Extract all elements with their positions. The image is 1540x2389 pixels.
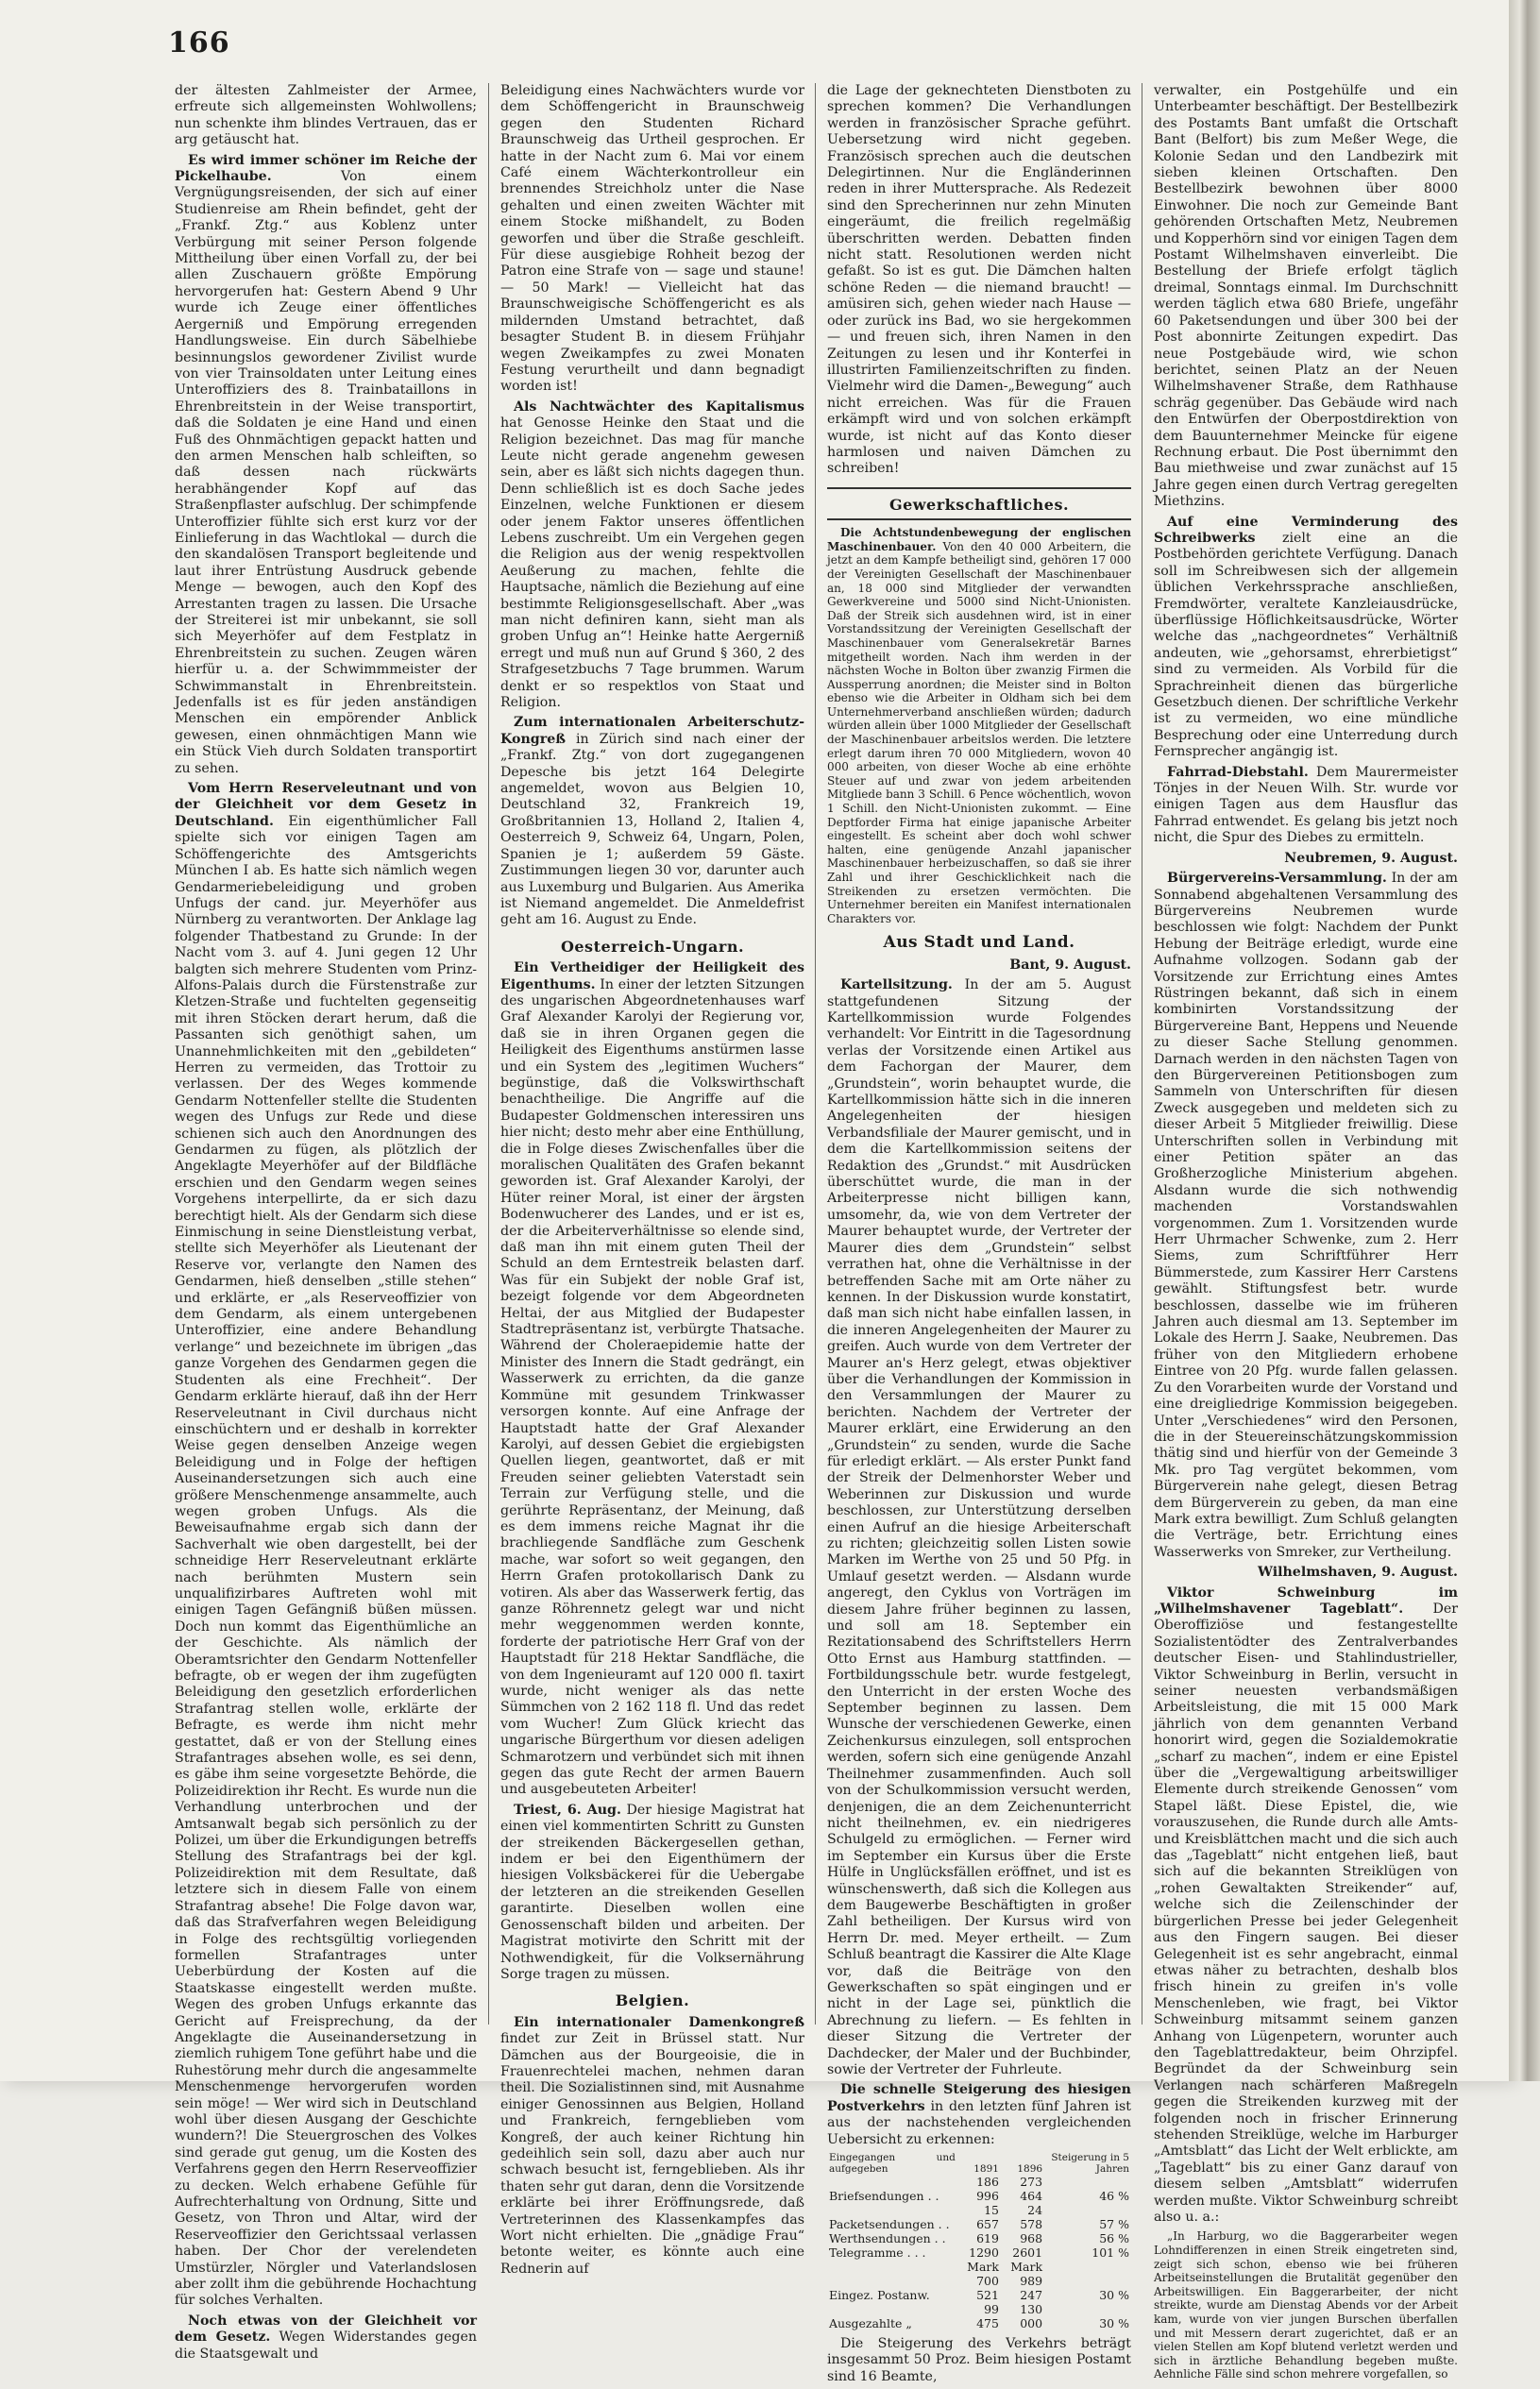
article-headline: Triest, 6. Aug. — [514, 1802, 621, 1818]
stats-row-label: Briefsendungen . . — [829, 2189, 939, 2204]
stats-row-label: Ausgezahlte „ — [829, 2316, 912, 2331]
stats-row — [827, 2245, 1131, 2260]
article-headline: Die schnelle Steigerung des hiesigen Postverkehrs — [827, 2082, 1131, 2114]
section-heading: Oesterreich-Ungarn. — [560, 937, 745, 956]
stats-growth-value: 56 — [1099, 2231, 1115, 2246]
article-paragraph — [1154, 765, 1458, 847]
stats-growth-value: 46 — [1099, 2189, 1115, 2204]
article-paragraph — [175, 781, 477, 2310]
stats-value: 186 996 — [976, 2175, 999, 2204]
article-text: In einer der letzten Sitzungen des ungarischen Abgeordnetenhauses warf Graf Alexander Karolyi der Regierung vor, daß sie in ihren Organen gegen die Heiligkeit des Eigenthums anstürmen lasse und ein System des „legitimen Wuchers“ begünstige, daß die Volkswirthschaft benachtheilige. Die Angriffe auf die Budapester Goldmenschen interessiren uns hier nicht; desto mehr aber eine Enthüllung, die in Folge dieses Zwischenfalles über die moralischen Qualitäten des Grafen bekannt geworden ist. Graf Alexander Karolyi, der Hüter reiner Moral, ist einer der ärgsten Bodenwucherer des Landes, und er ist es, der die Arbeiterverhältnisse so elende sind, daß man ihn mit einem guten Theil der Schuld an dem Erntestreik belasten darf. Was für ein Subjekt der noble Graf ist, bezeigt folgende vor dem Abgeordneten Heltai, der aus Mitglied der Budapester Stadtrepräsentanz ist, verbürgte Thatsache. Während der Choleraepidemie hatte der Minister des Innern die Stadt gedrängt, ein Wasserwerk zu errichten, da die ganze Kommüne mit gesundem Trinkwasser versorgen konnte. Auf eine Anfrage der Hauptstadt hatte der Graf Alexander Karolyi, auf dessen Gebiet die ergiebigsten Quellen liegen, geantwortet, daß er mit Freuden seiner geliebten Vaterstadt sein Terrain zur Verfügung stelle, und die gerührte Repräsentanz, der Meinung, daß es dem immens reiche Magnat ihr die brachliegende Sandfläche zum Geschenk mache, war sofort so weit gegangen, den Herrn Grafen protokollarisch Dank zu votiren. Als aber das Wasserwerk fertig, das ganze Röhrennetz gelegt war und nicht mehr weggenommen werden konnte, forderte der patriotische Herr Graf von der Hauptstadt für 218 Hektar Sandfläche, die von dem Ingenieuramt auf 120 000 fl. taxirt wurde, nicht weniger als das nette Sümmchen von 2 162 118 fl. Und das redet vom Wucher! Zum Glück kriecht das ungarische Bürgerthum vor diesen adeligen Schmarotzern und verbündet sich mit ihnen gegen das gute Recht der armen Bauern und ausgebeuteten Arbeiter! — [500, 976, 804, 1798]
article-paragraph — [827, 977, 1131, 2078]
article-text: verwalter, ein Postgehülfe und ein Unterbeamter beschäftigt. Der Bestellbezirk des Postamts Bant umfaßt die Ortschaft Bant (Belfort) bis zum Meßer Wege, die Kolonie Sedan und den Landbezirk mit sieben kleinen Ortschaften. Den Bestellbezirk bewohnen über 8000 Einwohner. Die noch zur Gemeinde Bant gehörenden Ortschaften Metz, Neubremen und Kopperhörn sind vor einigen Tagen dem Postamt Wilhelmshaven einverleibt. Die Bestellung der Briefe erfolgt täglich dreimal, Sonntags einmal. Im Durchschnitt werden täglich etwa 680 Briefe, ungefähr 60 Paketsendungen und über 300 bei der Post abonnirte Zeitungen expedirt. Das neue Postgebäude wird, wie schon berichtet, seinen Platz an der Neuen Wilhelmshavener Straße, dem Rathhause schräg gegenüber. Das Gebäude wird nach den Entwürfen der Oberpostdirektion von dem Bauunternehmer Meincke für eigene Rechnung erbaut. Die Post übernimmt den Bau miethweise und zwar zunächst auf 15 Jahre gegen einen durch Vertrag geregelten Miethzins. — [1154, 83, 1458, 510]
article-paragraph — [1154, 2229, 1458, 2381]
stats-value: 15 657 — [976, 2203, 999, 2232]
dateline: Neubremen, 9. August. — [1284, 850, 1458, 866]
article-headline: Zum internationalen Arbeiterschutz-Kongreß — [500, 715, 804, 747]
article-text: Von den 40 000 Arbeitern, die jetzt an dem Kampfe betheiligt sind, gehören 17 000 der Vereinigten Gesellschaft der Maschinenbauer an, 18 000 sind Mitglieder der verwandten Gewerkvereine und 5000 sind Nicht-Unionisten. Daß der Streik sich ausdehnen wird, ist in einer Vorstandssitzung der Vereinigten Gesellschaft der Maschinenbauer vom Generalsekretär Barnes mitgetheilt worden. Nach ihm werden in der nächsten Woche in Bolton über zwanzig Firmen die Aussperrung anordnen; die Meister sind in Bolton ebenso wie die Arbeiter in Oldham sich bei dem Unternehmerverband anschließen würden; dadurch würden allein über 1000 Mitglieder der Gesellschaft der Maschinenbauer arbeitslos werden. Die letztere erlegt darum ihren 70 000 Mitgliedern, wovon 40 000 arbeiten, von dieser Woche ab eine erhöhte Steuer auf und zwar von jedem arbeitenden Mitgliede bann 3 Schill. 6 Pence wöchentlich, wovon 1 Schill. den Nicht-Unionisten zukommt. — Eine Deptforder Firma hat einige japanische Arbeiter eingestellt. Es scheint aber doch wohl schwer halten, eine genügende Anzahl japanischer Maschinenbauer herbeizuschaffen, so daß sie ihrer Zahl und ihrer Geschicklichkeit nach die Streikenden zu ersetzen vermöchten. Die Unternehmer bereiten ein Manifest internationalen Charakters vor. — [827, 539, 1131, 925]
article-text: findet zur Zeit in Brüssel statt. Nur Dämchen aus der Bourgeoisie, die in Frauenrechtelei machen, nehmen daran theil. Die Sozialistinnen sind, mit Ausnahme einiger Genossinnen aus Belgien, Holland und Frankreich, ferngeblieben vom Kongreß, der auch keiner Richtung hin gedeihlich sein soll, dazu aber auch nur schwach besucht ist, ferngeblieben. Als ihr thaten sehr gut daran, denn die Vorsitzende erklärte bei ihrer Eröffnungsrede, daß Vertreterinnen des Klassenkampfes das Wort nicht erhielten. Die „gnädige Frau“ betonte weiter, es könnte auch eine Rednerin auf — [500, 2031, 804, 2277]
article-headline: Als Nachtwächter des Kapitalismus — [514, 398, 804, 415]
stats-row — [827, 2274, 1131, 2302]
article-text: Beleidigung eines Nachwächters wurde vor dem Schöffengericht in Braunschweig gegen den Studenten Richard Braunschweig das Urtheil gesprochen. Er hatte in der Nacht zum 6. Mai vor einem Café einem Wächterkontrolleur ein brennendes Streichholz unter die Nase gehalten und einen zweiten Wächter mit einem Stocke mißhandelt, zu Boden geworfen und über die Straße geschleift. Für diese ausgiebige Rohheit bezog der Patron eine Strafe von — sage und staune! — 50 Mark! — Vielleicht hat das Braunschweigische Schöffengericht es als mildernden Umstand betrachtet, daß besagter Student B. in diesem Frühjahr wegen Zweikampfes zu zwei Monaten Festung verurtheilt und dann begnadigt worden ist! — [500, 83, 804, 395]
article-headline: Ein Vertheidiger der Heiligkeit des Eigenthums. — [500, 960, 804, 992]
article-text: die Lage der geknechteten Dienstboten zu sprechen kommen? Die Verhandlungen werden in französischer Sprache geführt. Uebersetzung wird nicht gegeben. Französisch sprechen auch die deutschen Delegirtinnen. Nur die Engländerinnen reden in ihrer Muttersprache. Als Redezeit sind den Sprecherinnen nur zehn Minuten eingeräumt, die freilich regelmäßig überschritten werden. Debatten finden nicht statt. Resolutionen werden nicht gefaßt. So ist es gut. Die Dämchen halten schöne Reden — die niemand braucht! — amüsiren sich, gehen wieder nach Hause — oder zurück ins Bad, wo sie hergekommen — und freuen sich, ihren Namen in den Zeitungen zu lesen und ihr Konterfei in illustrirten Familienzeitschriften zu finden. Vielmehr wird die Damen-„Bewegung“ auch nicht erreichen. Was für die Frauen erkämpft wird und von solchen erkämpft wurde, ist nicht auf das Konto dieser harmlosen und naiven Dämchen zu schreiben! — [827, 83, 1131, 477]
section-heading: Gewerkschaftliches. — [827, 487, 1131, 520]
percent-sign: % — [1118, 2217, 1129, 2232]
article-paragraph — [500, 715, 804, 928]
text-column-1 — [175, 83, 477, 2366]
article-headline: Noch etwas von der Gleichheit vor dem Gesetz. — [175, 2313, 477, 2346]
stats-value: 130 000 — [1020, 2302, 1043, 2331]
stats-value: 24 578 — [1020, 2203, 1043, 2232]
stats-row — [827, 2203, 1131, 2231]
stats-growth-value: 30 — [1099, 2288, 1115, 2303]
article-paragraph — [500, 2015, 804, 2279]
stats-value: 700 521 — [976, 2274, 999, 2303]
stats-row — [827, 2175, 1131, 2203]
article-headline: Ein internationaler Damenkongreß — [514, 2014, 804, 2030]
text-column-4 — [1154, 83, 1458, 2385]
column-rule — [815, 83, 816, 2025]
article-headline: Auf eine Verminderung des Schreibwerks — [1154, 514, 1458, 546]
percent-sign: % — [1118, 2189, 1129, 2204]
stats-spacer — [1044, 2260, 1131, 2274]
article-headline: Viktor Schweinburg im „Wilhelmshavener Tageblatt“. — [1154, 1584, 1458, 1617]
stats-growth-cell — [1044, 2245, 1131, 2260]
stats-growth-value: 101 — [1092, 2245, 1115, 2261]
article-paragraph — [827, 2336, 1131, 2385]
binding-edge — [1509, 0, 1540, 2081]
stats-value: 619 — [976, 2231, 999, 2246]
stats-row-label: Werthsendungen . . — [829, 2231, 946, 2246]
dateline: Bant, 9. August. — [1009, 957, 1131, 973]
percent-sign: % — [1118, 2245, 1129, 2261]
stats-row-label: Packetsendungen . . — [829, 2217, 950, 2232]
stats-header-year: 1896 — [1017, 2163, 1043, 2176]
stats-header-year: 1891 — [973, 2163, 999, 2176]
article-paragraph — [1154, 515, 1458, 761]
percent-sign: % — [1118, 2231, 1129, 2246]
article-paragraph — [500, 399, 804, 712]
stats-value: 968 — [1020, 2231, 1043, 2246]
article-text: Von einem Vergnügungsreisenden, der sich auf einer Studienreise am Rhein befindet, geht der „Frankf. Ztg.“ aus Koblenz unter Verbürgung mit seiner Person folgende Mittheilung über einen Vorfall zu, der bei allen Zuschauern größte Empörung hervorgerufen hat: Gestern Abend 9 Uhr wurde ich Zeuge einer öffentliches Aergerniß und Empörung erregenden Handlungsweise. Ein durch Säbelhiebe besinnungslos gewordener Zivilist wurde von vier Trainsoldaten unter Leitung eines Unteroffiziers des 8. Trainbataillons in Ehrenbreitstein in der Weise transportirt, daß die Soldaten je eine Hand und einen Fuß des Ohnmächtigen gepackt hatten und den armen Menschen halb schleiften, so daß dessen nach rückwärts herabhängender Kopf auf das Straßenpflaster aufschlug. Der schimpfende Unteroffizier fühlte sich erst kurz vor der Einlieferung in das Wachtlokal — durch die den skandalösen Transport begleitende und laut ihrer Entrüstung Ausdruck gebende Menge — bewogen, auch den Kopf des Arrestanten tragen zu lassen. Die Ursache der Streiterei ist mir unbekannt, sie soll sich Meyerhöfer auf dem Festplatz in Ehrenbreitstein zu suchen. Zeugen wären hierfür u. a. der Schwimmmeister der Schwimmanstalt in Ehrenbreitstein. Jedenfalls ist es für jeden anständigen Menschen ein empörender Anblick gewesen, einen ohnmächtigen Mann wie ein Stück Vieh durch Soldaten transportirt zu sehen. — [175, 169, 477, 776]
article-headline: Bürgervereins-Versammlung. — [1167, 871, 1387, 887]
article-headline: Vom Herrn Reserveleutnant und von der Gleichheit vor dem Gesetz in Deutschland. — [175, 781, 477, 829]
article-paragraph — [175, 153, 477, 777]
stats-growth-cell — [1044, 2231, 1131, 2245]
article-text: In der am 5. August stattgefundenen Sitzung der Kartellkommission wurde Folgendes verhandelt: Vor Eintritt in die Tagesordnung verlas der Vorsitzende einen Artikel aus dem Fachorgan der Maurer, dem „Grundstein“, worin behauptet wurde, die Kartellkommission hätte sich in die inneren Angelegenheiten der hiesigen Verbandsfiliale der Maurer gemischt, und in dem die Kartellkommission seitens der Redaktion des „Grundst.“ mit Ausdrücken überschüttet wurde, die man in der Arbeiterpresse nicht billigen kann, umsomehr, da, wie von dem Vertreter der Maurer behauptet wurde, der Vertreter der Maurer dies dem „Grundstein“ selbst verrathen hat, ohne die Verhältnisse in der betreffenden Sache mit am Orte näher zu kennen. In der Diskussion wurde konstatirt, daß man sich nicht habe einfallen lassen, in die inneren Angelegenheiten der Maurer zu greifen. Auch wurde von dem Vertreter der Maurer an's Herz gelegt, etwas objektiver über die Verhandlungen der Kommission in den Versammlungen der Maurer zu berichten. Nachdem der Vertreter der Maurer erklärt, eine Erwiderung an den „Grundstein“ zu senden, wurde die Sache für erledigt erklärt. — Als erster Punkt fand der Streik der Delmenhorster Weber und Weberinnen zur Diskussion und wurde beschlossen, zur Unterstützung derselben einen Aufruf an die hiesige Arbeiterschaft zu richten; gleichzeitig sollen Listen sowie Marken im Werthe von 25 und 50 Pfg. in Umlauf gesetzt werden. — Alsdann wurde angeregt, den Cyklus von Vorträgen im diesem Jahre früher beginnen zu lassen, und soll am 18. September ein Rezitationsabend des Schriftstellers Herrn Otto Ernst aus Hamburg stattfinden. — Fortbildungsschule betr. wurde festgelegt, den Unterricht in der ersten Woche des September beginnen zu lassen. Dem Wunsche der verschiedenen Gewerke, einen Zeichenkursus einzulegen, soll entsprochen werden, sofern sich eine genügende Anzahl Theilnehmer zusammenfinden. Auch soll von der Schulkommission versucht werden, denjenigen, die an dem Zeichenunterricht nicht theilnehmen, ev. ein niedrigeres Schulgeld zu ermöglichen. — Ferner wird im September ein Kursus über die Erste Hülfe in Unglücksfällen eröffnet, und ist es wünschenswerth, daß sich die Kollegen aus dem Baugewerbe Beschäftigten in großer Zahl betheiligen. Der Kursus wird von Herrn Dr. med. Meyer ertheilt. — Zum Schluß beantragt die Kassirer die Alte Klage vor, daß die Beiträge von den Gewerkschaften so spät eingingen und er nicht in der Lage sei, pünktlich die Abrechnung zu liefern. — Es fehlten in dieser Sitzung die Vertreter der Dachdecker, der Maler und der Buchbinder, sowie der Vertreter der Fuhrleute. — [827, 977, 1131, 2077]
article-text: Der hiesige Magistrat hat einen viel kommentirten Schritt zu Gunsten der streikenden Bäckergesellen gethan, indem er bei den Eigenthümern der hiesigen Volksbäckerei für die Uebergabe der letzteren an die streikenden Gesellen garantirte. Dieselben wollen eine Genossenschaft bilden und arbeiten. Der Magistrat motivirte den Schritt mit der Nothwendigkeit, für die Volksernährung Sorge tragen zu müssen. — [500, 1802, 804, 1982]
article-paragraph — [1154, 1585, 1458, 2227]
article-text: „In Harburg, wo die Baggerarbeiter wegen Lohndifferenzen in einen Streik eingetreten sind, zeigt sich schon, ebenso wie bei früheren Arbeitseinstellungen die Brutalität gegenüber den Arbeitswilligen. Ein Baggerarbeiter, der nicht streikte, wurde am Dienstag Abends vor der Arbeit kam, wurde von vier jungen Burschen überfallen und mit Messern derart zugerichtet, daß er an vielen Stellen am Kopf blutend verletzt werden und sich in ärztliche Behandlung begeben mußte. Aehnliche Fälle sind schon mehrere vorgefallen, so — [1154, 2229, 1458, 2381]
stats-growth-value: 30 — [1099, 2316, 1115, 2331]
article-paragraph — [827, 526, 1131, 925]
article-text: Wegen Widerstandes gegen die Staatsgewalt und — [175, 2330, 477, 2362]
percent-sign: % — [1118, 2316, 1129, 2331]
post-statistics-table — [827, 2152, 1131, 2330]
stats-growth-value: 57 — [1099, 2217, 1115, 2232]
article-paragraph — [1154, 83, 1458, 511]
article-paragraph — [175, 2313, 477, 2363]
stats-row — [827, 2231, 1131, 2245]
stats-value: 273 464 — [1020, 2175, 1043, 2204]
stats-header-label: Eingegangen und aufgegeben — [829, 2152, 956, 2176]
stats-unit-label: Mark — [1010, 2260, 1043, 2275]
column-rule — [488, 83, 489, 2025]
article-text: zielt eine an die Postbehörden gerichtete Verfügung. Danach soll im Schreibwesen sich der allgemein üblichen Verkehrssprache anschließen, Fremdwörter, veraltete Kanzleiausdrücke, überflüssige Höflichkeitsausdrücke, Wörter welche das „nachgeordnetes“ Verhältniß andeuten, wie „gehorsamst, ehrerbietigst“ sind zu vermeiden. Als Vorbild für die Sprachreinheit dienen das bürgerliche Gesetzbuch dienen. Der schriftliche Verkehr ist zu vermeiden, wo eine mündliche Besprechung oder eine Unterredung durch Fernsprecher angängig ist. — [1154, 530, 1458, 760]
article-headline: Es wird immer schöner im Reiche der Pickelhaube. — [175, 152, 477, 185]
article-text: In der am Sonnabend abgehaltenen Versammlung des Bürgervereins Neubremen wurde beschlossen wie folgt: Nachdem der Punkt Hebung der Beiträge erledigt, wurde eine Aufnahme vollzogen. Sodann gab der Vorsitzende zur Errichtung eines Amtes Rüstringen bekannt, daß sich in einem kombinirten Vorstandssitzung der Bürgervereine Bant, Heppens und Neuende zu dieser Sache Stellung genommen. Darnach werden in den nächsten Tagen von den Bürgervereinen Petitionsbogen zum Sammeln von Unterschriften für diesen Zweck ausgegeben und meldeten sich zu dieser Arbeit 5 Mitglieder freiwillig. Diese Unterschriften sollen in Verbindung mit einer Petition später an das Großherzogliche Ministerium abgehen. Alsdann wurde die sich nothwendig machenden Vorstandswahlen vorgenommen. Zum 1. Vorsitzenden wurde Herr Uhrmacher Schwenke, zum 2. Herr Siems, zum Schriftführer Herr Bümmerstede, zum Kassirer Herr Carstens gewählt. Stiftungsfest betr. wurde beschlossen, dasselbe wie im früheren Jahren auch diesmal am 13. September im Lokale des Herrn J. Saake, Neubremen. Das früher von den Mitgliedern erhobene Eintree von 20 Pfg. wurde fallen gelassen. Zu den Vorarbeiten wurde der Vorstand und eine dreigliedrige Kommission beigegeben. Unter „Verschiedenes“ wird den Personen, die in der Steuereinschätzungskommission thätig sind und hierfür von der Gemeinde 3 Mk. pro Tag vergütet bekommen, vom Bürgerverein nahe gelegt, diesen Betrag dem Bürgerverein zu geben, da man eine Mark extra bewilligt. Zum Schluß gelangten die Verträge, betr. Errichtung eines Wasserwerks von Smreker, zur Vertheilung. — [1154, 871, 1458, 1560]
text-column-3 — [827, 83, 1131, 2389]
stats-header-growth: Steigerung in 5 Jahren — [1051, 2152, 1129, 2176]
article-text: Ein eigenthümlicher Fall spielte sich vor einigen Tagen am Schöffengerichte des Amtsgerichts München I ab. Es hatte sich nämlich wegen Gendarmeriebeleidigung und groben Unfugs der cand. jur. Meyerhöfer aus Nürnberg zu verantworten. Der Anklage lag folgender Thatbestand zu Grunde: In der Nacht vom 3. auf 4. Juni gegen 12 Uhr balgten sich mehrere Studenten vom Prinz-Alfons-Palais durch die Fürstenstraße zur Kletzen-Straße und fuchtelten gegenseitig mit ihren Stöcken derart herum, daß die Passanten sich genöthigt sahen, um Unannehmlichkeiten mit den „gebildeten“ Herren zu vermeiden, das Trottoir zu verlassen. Der des Weges kommende Gendarm Nottenfeller stellte die Studenten wegen des Unfugs zur Rede und diese schienen sich auch den Anordnungen des Gendarmen zu fügen, als plötzlich der Angeklagte Meyerhöfer auf der Bildfläche erschien und den Gendarm wegen seines Vorgehens interpellirte, da er sich dazu berechtigt hielt. Als der Gendarm sich diese Einmischung in seine Dienstleistung verbat, stellte sich Meyerhöfer als Lieutenant der Reserve vor, verlangte den Namen des Gendarmen, hieß denselben „stille stehen“ und erklärte, er „als Reserveoffizier von dem Gendarm, als einem untergebenen Unteroffizier, eine andere Behandlung verlange“ und bezeichnete im übrigen „das ganze Vorgehen des Gendarmen gegen die Studenten als eine Frechheit“. Der Gendarm erklärte hierauf, daß ihn der Herr Reserveleutnant in Civil durchaus nicht einschüchtern und er deshalb in korrekter Weise gegen denselben Anzeige wegen Beleidigung und in Folge der heftigen Auseinandersetzungen sich auch eine größere Menschenmenge ansammelte, auch wegen groben Unfugs. Als die Beweisaufnahme ergab sich dann der Sachverhalt wie oben dargestellt, bei der schneidige Herr Reserveleutnant erklärte nach berühmten Mustern sein unqualifizirbares Auftreten wohl mit einigen Tagen Gefängniß büßen müssen. Doch nun kommt das Eigenthümliche an der Geschichte. Als nämlich der Oberamtsrichter den Gendarm Nottenfeller befragte, ob er wegen der ihm zugefügten Beleidigung den gesetzlich erforderlichen Strafantrag stellen wolle, erklärte der Befragte, es werde ihm nicht mehr gestattet, daß er von der Stellung eines Strafantrages absehen wolle, es sei denn, es gäbe ihm seine vorgesetzte Behörde, die Polizeidirektion ihr Recht. Es wurde nun die Verhandlung unterbrochen und der Amtsanwalt begab sich persönlich zu der Polizei, um über die Erkundigungen betreffs Stellung des Strafantrags bei der kgl. Polizeidirektion mit dem Resultate, daß letztere sich in diesem Falle von einem Strafantrag absehe! Die Folge davon war, daß das Strafverfahren wegen Beleidigung in Folge des rechtsgültig vorliegenden formellen Strafantrages unter Ueberbürdung der Kosten auf die Staatskasse eingestellt werden mußte. Wegen des groben Unfugs erkannte das Gericht auf Freisprechung, da der Angeklagte die Auseinandersetzung in ziemlich ruhigem Tone geführt habe und die Ruhestörung mehr durch die angesammelte Menschenmenge hervorgerufen worden sein möge! — Wer wird sich in Deutschland wohl über diesen Ausgang der Geschichte wundern?! Die Steuergroschen des Volkes sind gerade gut genug, um die Kosten des Verfahrens gegen den Herrn Reserveoffizier zu decken. Welch erhabene Gefühle für Aufrechterhaltung von Ordnung, Sitte und Gesetz, von Thron und Altar, wird der Reserveoffizier den Gerichtssaal verlassen haben. Der Chor der verelendeten Umstürzler, Nörgler und Vaterlandslosen aber zollt ihm die gebührende Hochachtung für solches Verhalten. — [175, 813, 477, 2309]
section-heading: Aus Stadt und Land. — [883, 933, 1075, 953]
stats-growth-cell — [1044, 2175, 1131, 2203]
text-column-2 — [500, 83, 804, 2281]
article-paragraph — [500, 1803, 804, 1983]
stats-unit-label: Mark — [967, 2260, 999, 2275]
article-text: der ältesten Zahlmeister der Armee, erfreute sich allgemeinsten Wohlwollens; nun schenkte ihm blindes Vertrauen, das er arg getäuscht hat. — [175, 83, 477, 148]
article-paragraph — [1154, 871, 1458, 1561]
article-paragraph — [175, 83, 477, 149]
section-heading: Belgien. — [615, 1991, 690, 2010]
percent-sign: % — [1118, 2288, 1129, 2303]
article-paragraph — [500, 83, 804, 396]
stats-growth-cell — [1044, 2302, 1131, 2330]
article-text: in den letzten fünf Jahren ist aus der nachstehenden vergleichenden Uebersicht zu erkennen: — [827, 2098, 1131, 2147]
article-text: hat Genosse Heinke den Staat und die Religion bezeichnet. Das mag für manche Leute nicht gerade angenehm gewesen sein, aber es läßt sich nichts dagegen thun. Denn schließlich ist es doch Sache jedes Einzelnen, welche Funktionen er diesem oder jenem Faktor unseres öffentlichen Lebens zuschreibt. Um ein Vergehen gegen die Religion aus der wenig respektvollen Aeußerung zu machen, fehlte die Hauptsache, nämlich die Beziehung auf eine bestimmte Religionsgesellschaft. Aber „was man nicht definiren kann, sieht man als groben Unfug an“! Heinke hatte Aergerniß erregt und muß nun auf Grund § 360, 2 des Strafgesetzbuchs 7 Tage brummen. Warum denkt er so respektlos von Staat und Religion. — [500, 415, 804, 711]
article-paragraph — [827, 83, 1131, 478]
stats-value: 1290 — [969, 2245, 999, 2261]
stats-value: 2601 — [1012, 2245, 1043, 2261]
article-text: Die Steigerung des Verkehrs beträgt insgesammt 50 Proz. Beim hiesigen Postamt sind 16 Beamte, — [827, 2336, 1131, 2384]
article-headline: Die Achtstundenbewegung der englischen Maschinenbauer. — [827, 526, 1131, 553]
article-headline: Fahrrad-Diebstahl. — [1167, 764, 1309, 780]
article-headline: Kartellsitzung. — [840, 977, 953, 993]
page-number: 166 — [168, 26, 230, 59]
stats-row — [827, 2302, 1131, 2330]
stats-growth-cell — [1044, 2203, 1131, 2231]
article-text: Dem Maurermeister Tönjes in der Neuen Wilh. Str. wurde vor einigen Tagen aus dem Hausflur das Fahrrad entwendet. Es gelang bis jetzt noch nicht, die Spur des Diebes zu ermitteln. — [1154, 764, 1458, 846]
article-paragraph — [500, 960, 804, 1799]
article-paragraph — [827, 2082, 1131, 2148]
stats-value: 989 247 — [1020, 2274, 1043, 2303]
stats-growth-cell — [1044, 2274, 1131, 2302]
article-text: in Zürich sind nach einer der „Frankf. Ztg.“ von dort zugegangenen Depesche bis jetzt 164 Delegirte angemeldet, wovon aus Belgien 10, Deutschland 32, Frankreich 19, Großbritannien 13, Holland 2, Italien 4, Oesterreich 9, Schweiz 64, Ungarn, Polen, Spanien je 1; außerdem 59 Gäste. Zustimmungen liegen 30 vor, darunter auch aus Luxemburg und Bulgarien. Aus Amerika ist Niemand angemeldet. Die Anmeldefrist geht am 16. August zu Ende. — [500, 731, 804, 928]
stats-row-label: Telegramme . . . — [829, 2245, 926, 2261]
dateline: Wilhelmshaven, 9. August. — [1258, 1565, 1458, 1581]
stats-row-label: Eingez. Postanw. — [829, 2288, 930, 2303]
article-text: Der Oberoffiziöse und festangestellte Sozialistentödter des Zentralverbandes deutscher Eisen- und Stahlindustrieller, Viktor Schweinburg in Berlin, versucht in seiner neuesten verbandsmäßigen Arbeitsleistung, die mit 15 000 Mark jährlich von dem genannten Verband honorirt wird, gegen die Sozialdemokratie „scharf zu machen“, indem er eine Epistel über die „Vergewaltigung arbeitswilliger Elemente durch streikende Genossen“ vom Stapel läßt. Diese Epistel, die, wie vorauszusehen, die Runde durch alle Amts- und Kreisblättchen macht und die sich auch das „Tageblatt“ nicht entgehen ließ, baut sich auf die bekannten Streiklügen von „rohen Gewaltakten Streikender“ auf, welche sich die Zeilenschinder der bürgerlichen Presse bei jeder Gelegenheit aus den Fingern saugen. Bei dieser Gelegenheit ist es sehr angebracht, einmal etwas näher zu betrachten, deshalb blos frisch hinein zu greifen in's volle Menschenleben, wie fragt, bei Viktor Schweinburg mitsammt seinem ganzen Anhang von Lügenpetern, worunter auch den Tageblattredakteur, beim Ohrzipfel. Begründet da der Schweinburg sein Verlangen nach schärferen Maßregeln gegen die Streikenden kurzweg mit der folgenden noch in frischer Erinnerung stehenden Streiklüge, welche im Harburger „Amtsblatt“ das Licht der Welt erblickte, am „Tageblatt“ bis zu einer Ganz darauf von diesem selben „Amtsblatt“ widerrufen werden mußte. Viktor Schweinburg schreibt also u. a.: — [1154, 1601, 1458, 2225]
stats-value: 99 475 — [976, 2302, 999, 2331]
stats-spacer — [827, 2260, 957, 2274]
